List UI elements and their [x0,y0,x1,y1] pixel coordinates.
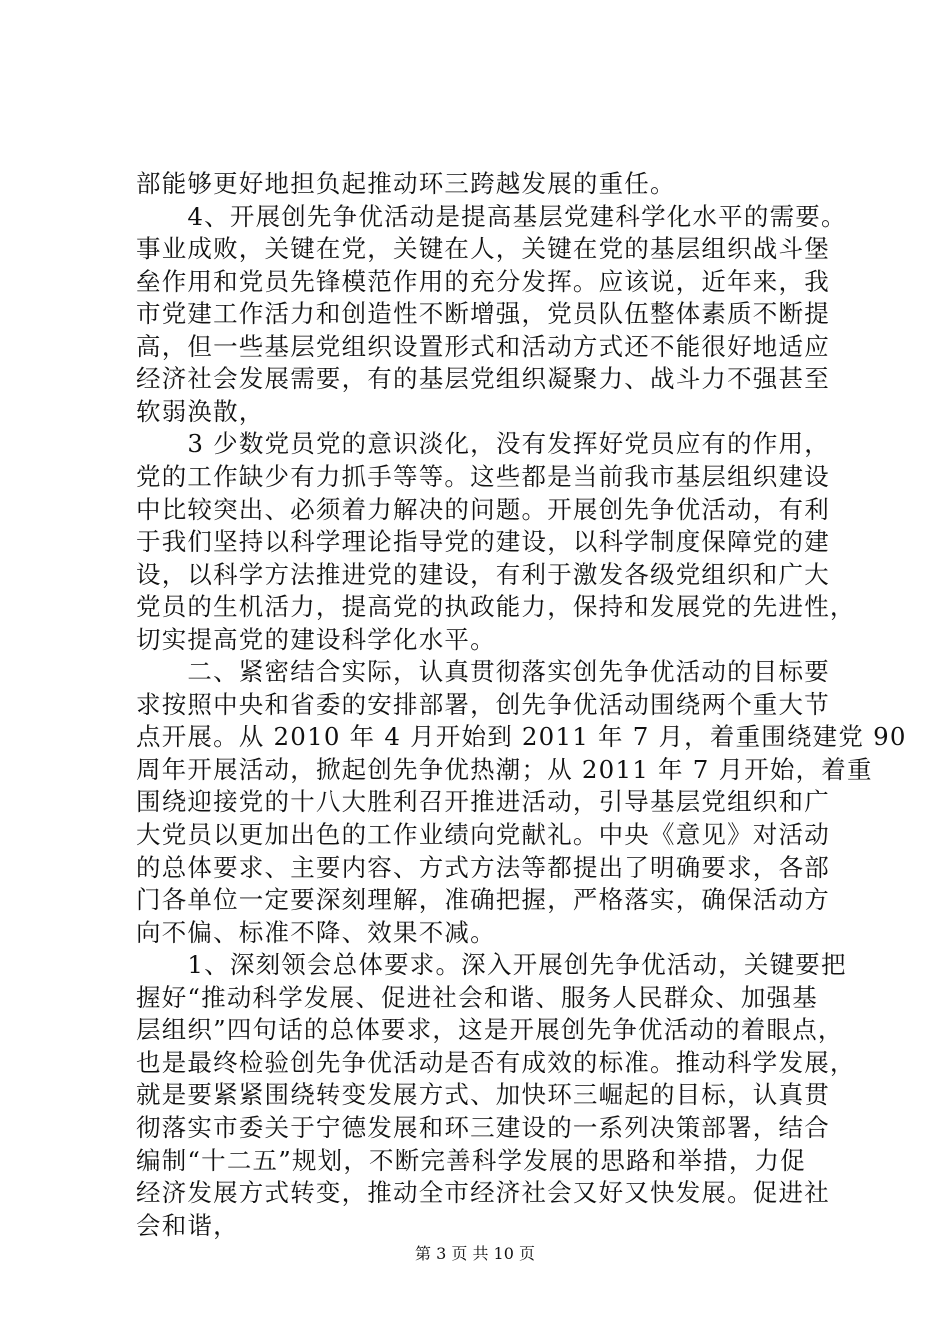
text-line: 于我们坚持以科学理论指导党的建设，以科学制度保障党的建 [136,527,830,557]
text-line: 大党员以更加出色的工作业绩向党献礼。中央《意见》对活动 [136,820,830,849]
text-line: 部能够更好地担负起推动环三跨越发展的重任。 [136,169,676,198]
text-line: 4、开展创先争优活动是提高基层党建科学化水平的需要。 [136,201,847,231]
text-line: 围绕迎接党的十八大胜利召开推进活动，引导基层党组织和广 [136,787,830,817]
text-line: 求按照中央和省委的安排部署，创先争优活动围绕两个重大节 [136,689,830,719]
text-line: 3 少数党员党的意识淡化，没有发挥好党员应有的作用， [136,429,830,459]
text-line: 垒作用和党员先锋模范作用的充分发挥。应该说，近年来，我 [136,266,830,296]
text-line: 党的工作缺少有力抓手等等。这些都是当前我市基层组织建设 [136,461,830,491]
text-line: 设，以科学方法推进党的建设，有利于激发各级党组织和广大 [136,559,830,589]
text-line: 就是要紧紧围绕转变发展方式、加快环三崛起的目标，认真贯 [136,1080,830,1110]
text-line: 的总体要求、主要内容、方式方法等都提出了明确要求，各部 [136,852,830,882]
page-footer: 第 3 页 共 10 页 [415,1244,535,1263]
text-line: 层组织”四句话的总体要求，这是开展创先争优活动的着眼点， [136,1015,844,1045]
text-line: 向不偏、标准不降、效果不减。 [136,917,496,947]
text-line: 握好“推动科学发展、促进社会和谐、服务人民群众、加强基 [136,982,818,1012]
text-line: 高，但一些基层党组织设置形式和活动方式还不能很好地适应 [136,331,830,361]
text-line: 周年开展活动，掀起创先争优热潮；从 2011 年 7 月开始，着重 [136,754,873,784]
text-line: 二、紧密结合实际，认真贯彻落实创先争优活动的目标要 [136,657,830,687]
text-line: 1、深刻领会总体要求。深入开展创先争优活动，关键要把 [136,950,847,980]
text-line: 点开展。从 2010 年 4 月开始到 2011 年 7 月，着重围绕建党 90 [136,722,907,752]
text-line: 中比较突出、必须着力解决的问题。开展创先争优活动，有利 [136,494,830,524]
text-line: 软弱涣散， [136,396,265,426]
text-line: 党员的生机活力，提高党的执政能力，保持和发展党的先进性， [136,592,856,622]
text-line: 彻落实市委关于宁德发展和环三建设的一系列决策部署，结合 [136,1112,830,1142]
text-line: 门各单位一定要深刻理解，准确把握，严格落实，确保活动方 [136,885,830,915]
text-line: 切实提高党的建设科学化水平。 [136,624,496,654]
text-line: 也是最终检验创先争优活动是否有成效的标准。推动科学发展， [136,1047,856,1077]
text-line: 会和谐， [136,1210,239,1240]
text-line: 经济发展方式转变，推动全市经济社会又好又快发展。促进社 [136,1178,830,1208]
text-line: 市党建工作活力和创造性不断增强，党员队伍整体素质不断提 [136,299,830,329]
text-line: 编制“十二五”规划，不断完善科学发展的思路和举措，力促 [136,1145,806,1175]
text-line: 事业成败，关键在党，关键在人，关键在党的基层组织战斗堡 [136,234,830,264]
text-line: 经济社会发展需要，有的基层党组织凝聚力、战斗力不强甚至 [136,364,830,394]
